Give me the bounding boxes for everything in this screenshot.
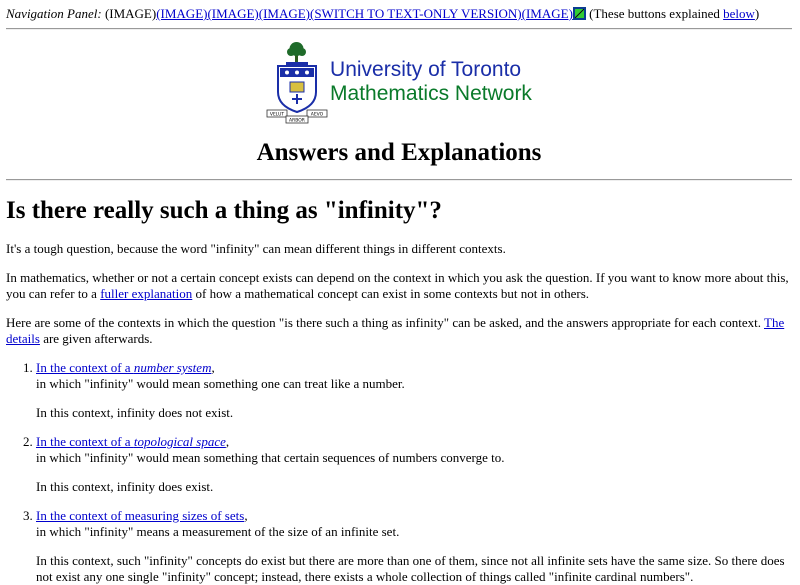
context-description: in which "infinity" would mean something one can treat like a number. xyxy=(36,376,405,391)
link-emphasis: number system xyxy=(133,360,212,375)
link-text: In the context of measuring sizes of sets xyxy=(36,508,245,523)
logo-line-network: Mathematics Network xyxy=(330,82,532,105)
link-trail: , xyxy=(211,360,215,375)
navigation-icon[interactable] xyxy=(573,7,586,20)
context-topological-space-link[interactable] xyxy=(36,434,226,449)
context-conclusion: In this context, such "infinity" concepts do exist but there are more than one of them, since not all infinite sets have the same size. So there does not exist any one single "infinity" concept; instead, there exists a whole collection of things called "infinite cardinal numbers". xyxy=(36,553,785,584)
nav-explained-pre: (These buttons explained xyxy=(589,6,724,21)
context-conclusion: In this context, infinity does exist. xyxy=(36,479,214,494)
contexts-intro-paragraph xyxy=(6,315,792,347)
nav-image-2-link[interactable]: (IMAGE) xyxy=(156,6,208,21)
contexts-intro-text: Here are some of the contexts in which the question "is there such a thing as infinity" can be asked, and the answers appropriate for each context. xyxy=(6,315,764,330)
nav-image-5-link[interactable]: (IMAGE) xyxy=(521,6,573,21)
link-emphasis: topological space xyxy=(133,434,226,449)
context-number-system-link[interactable] xyxy=(36,360,211,375)
link-text: In the context of a xyxy=(36,360,134,375)
logo-text xyxy=(330,58,532,106)
context-description: in which "infinity" means a measurement of the size of an infinite set. xyxy=(36,524,400,539)
university-crest-icon xyxy=(266,40,328,124)
context-sizes-of-sets-link[interactable] xyxy=(36,508,244,523)
nav-image-1: (IMAGE) xyxy=(104,6,157,21)
crest-motto-left: VELUT xyxy=(269,112,285,118)
nav-label: Navigation Panel: xyxy=(6,6,102,21)
question-heading: Is there really such a thing as "infinity"? xyxy=(6,197,442,224)
list-item xyxy=(36,360,792,421)
crest-motto-bottom: ARBOR xyxy=(289,118,305,124)
crest-motto-right: AEVO xyxy=(310,112,324,118)
list-item xyxy=(36,434,792,495)
nav-image-4-link[interactable]: (IMAGE) xyxy=(258,6,310,21)
link-trail: , xyxy=(244,508,248,523)
switch-text-only-link[interactable]: (SWITCH TO TEXT-ONLY VERSION) xyxy=(310,6,522,21)
nav-image-3-link[interactable]: (IMAGE) xyxy=(207,6,259,21)
context-paragraph-text: In mathematics, whether or not a certain concept exists can depend on the context in which you ask the question. If you want to know more about this, you can refer to a xyxy=(6,270,789,301)
list-item xyxy=(36,508,792,585)
details-link[interactable]: The details xyxy=(6,315,785,346)
header-logo xyxy=(6,40,792,124)
intro-paragraph: It's a tough question, because the word "infinity" can mean different things in different contexts. xyxy=(6,241,506,256)
link-text: In the context of a xyxy=(36,434,134,449)
nav-explained-post: ) xyxy=(754,6,760,21)
navigation-panel xyxy=(6,6,792,22)
nav-explained-link[interactable]: below xyxy=(723,6,755,21)
title-divider xyxy=(6,179,792,181)
page-title: Answers and Explanations xyxy=(256,139,542,166)
context-paragraph xyxy=(6,270,792,302)
fuller-explanation-link[interactable]: fuller explanation xyxy=(100,286,193,301)
logo-line-university: University of Toronto xyxy=(330,58,522,81)
context-description: in which "infinity" would mean something that certain sequences of numbers converge to. xyxy=(36,450,505,465)
context-paragraph-tail: of how a mathematical concept can exist in some contexts but not in others. xyxy=(192,286,590,301)
contexts-intro-tail: are given afterwards. xyxy=(39,331,153,346)
link-trail: , xyxy=(225,434,230,449)
context-conclusion: In this context, infinity does not exist. xyxy=(36,405,234,420)
top-divider xyxy=(6,28,792,30)
contexts-list xyxy=(6,360,792,585)
